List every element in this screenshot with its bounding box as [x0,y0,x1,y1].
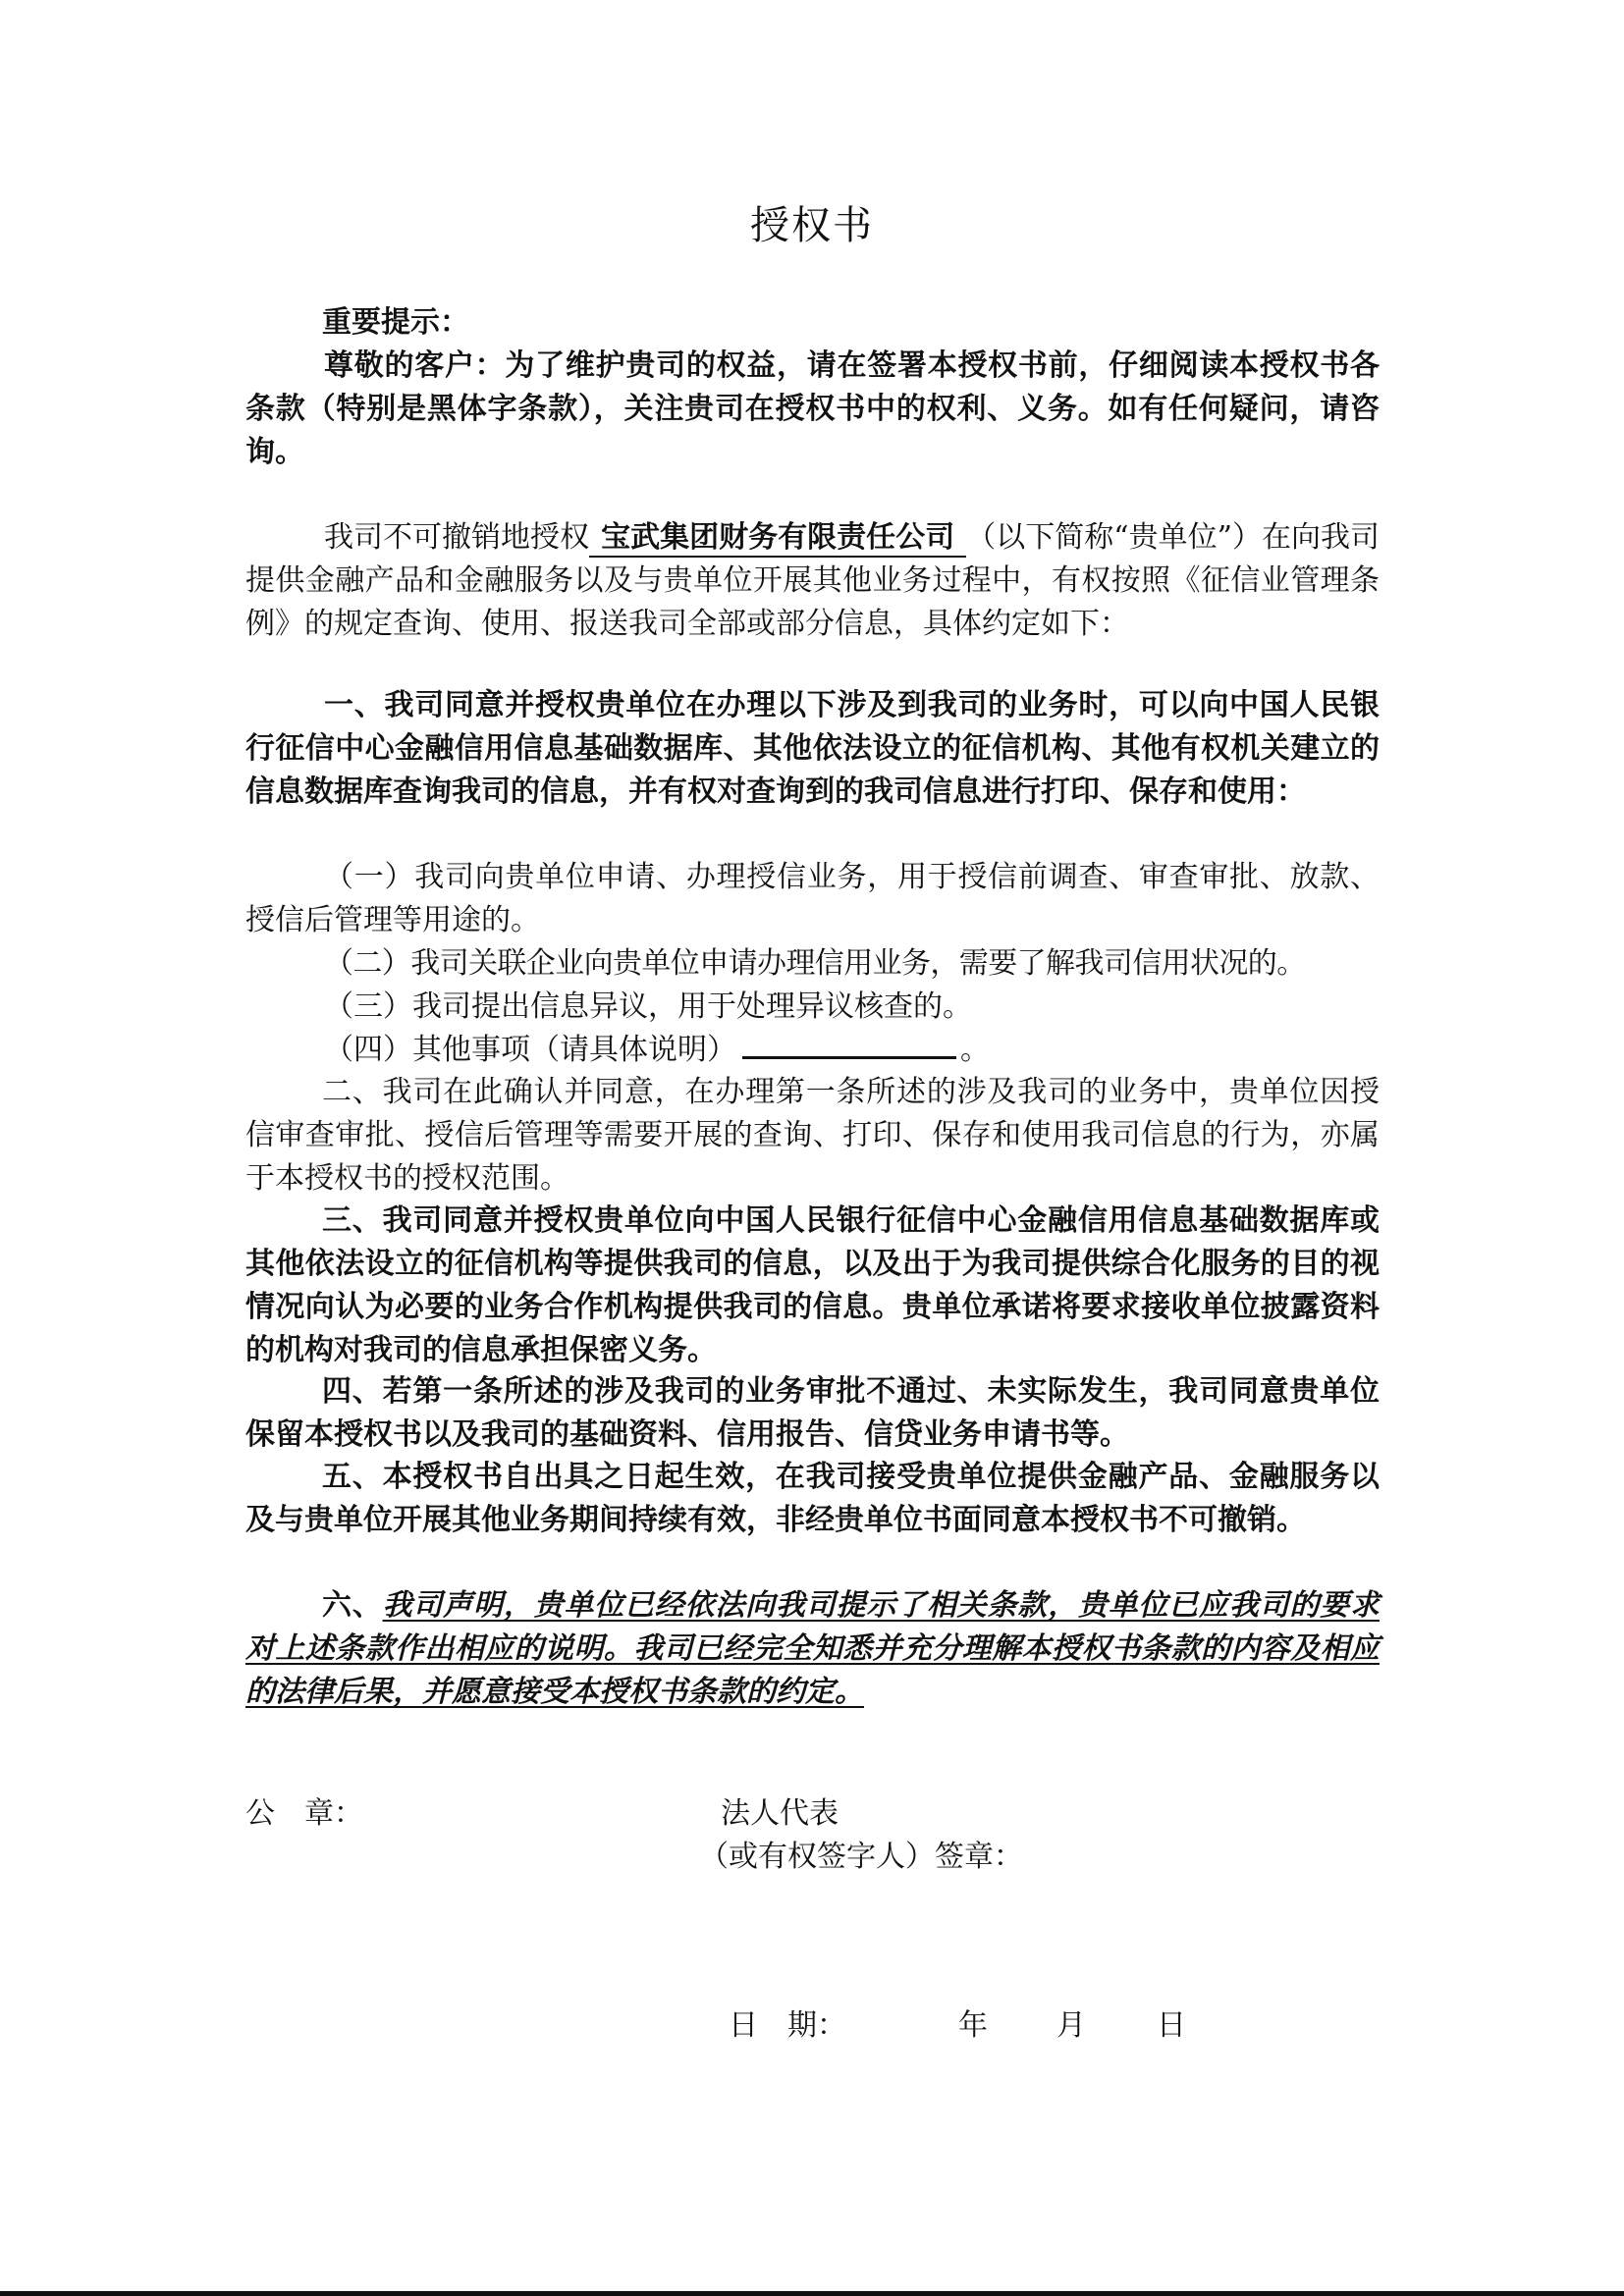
date-label: 日 期： [729,2008,846,2043]
clause-1-item-4 [245,1029,1380,1072]
clause-1-item-2: （二）我司关联企业向贵单位申请办理信用业务，需要了解我司信用状况的。 [324,946,1306,981]
legal-rep-label: 法人代表 [721,1796,839,1831]
authorized-company: 宝武集团财务有限责任公司 [589,520,966,558]
clause-2: 二、我司在此确认并同意，在办理第一条所述的涉及我司的业务中，贵单位因授信审查审批、授信后管理等需要开展的查询、打印、保存和使用我司信息的行为，亦属于本授权书的授权范围。 [245,1075,1380,1196]
intro-paragraph [245,516,1380,646]
bottom-border-line [0,2291,1624,2296]
document-title: 授权书 [750,203,874,248]
intro-prefix: 我司不可撤销地授权 [324,520,590,555]
clause-1-item-1: （一）我司向贵单位申请、办理授信业务，用于授信前调查、审查审批、放款、授信后管理等用途的。 [245,860,1380,937]
company-seal-label: 公 章： [245,1796,363,1831]
authorized-signatory-label: （或有权签字人）签章： [699,1840,1023,1874]
day-label: 日 [1157,2008,1186,2043]
clause-1: 一、我司同意并授权贵单位在办理以下涉及到我司的业务时，可以向中国人民银行征信中心金融信用信息基础数据库、其他依法设立的征信机构、其他有权机关建立的信息数据库查询我司的信息，并有权对查询到的我司信息进行打印、保存和使用： [245,688,1380,809]
clause-3: 三、我司同意并授权贵单位向中国人民银行征信中心金融信用信息基础数据库或其他依法设立的征信机构等提供我司的信息，以及出于为我司提供综合化服务的目的视情况向认为必要的业务合作机构提供我司的信息。贵单位承诺将要求接收单位披露资料的机构对我司的信息承担保密义务。 [245,1203,1380,1367]
fill-in-blank [742,1029,956,1059]
item-4-suffix: 。 [960,1033,990,1067]
clause-4: 四、若第一条所述的涉及我司的业务审批不通过、未实际发生，我司同意贵单位保留本授权书以及我司的基础资料、信用报告、信贷业务申请书等。 [245,1374,1380,1452]
notice-text: 尊敬的客户：为了维护贵司的权益，请在签署本授权书前，仔细阅读本授权书各条款（特别是黑体字条款），关注贵司在授权书中的权利、义务。如有任何疑问，请咨询。 [245,348,1380,469]
item-4-label: （四）其他事项（请具体说明） [324,1033,736,1067]
clause-6-declaration: 我司声明，贵单位已经依法向我司提示了相关条款，贵单位已应我司的要求对上述条款作出相应的说明。我司已经完全知悉并充分理解本授权书条款的内容及相应的法律后果，并愿意接受本授权书条款的约定。 [245,1588,1380,1709]
year-label: 年 [958,2008,988,2043]
clause-6-number: 六、 [322,1588,383,1623]
month-label: 月 [1056,2008,1086,2043]
intro-suffix: （以下简称“贵单位”）在向我司提供金融产品和金融服务以及与贵单位开展其他业务过程中，有权按照《征信业管理条例》的规定查询、使用、报送我司全部或部分信息，具体约定如下： [245,520,1380,641]
notice-heading: 重要提示： [322,305,469,340]
clause-5: 五、本授权书自出具之日起生效，在我司接受贵单位提供金融产品、金融服务以及与贵单位开展其他业务期间持续有效，非经贵单位书面同意本授权书不可撤销。 [245,1460,1380,1537]
clause-6 [245,1584,1380,1714]
clause-1-item-3: （三）我司提出信息异议，用于处理异议核查的。 [324,989,972,1024]
